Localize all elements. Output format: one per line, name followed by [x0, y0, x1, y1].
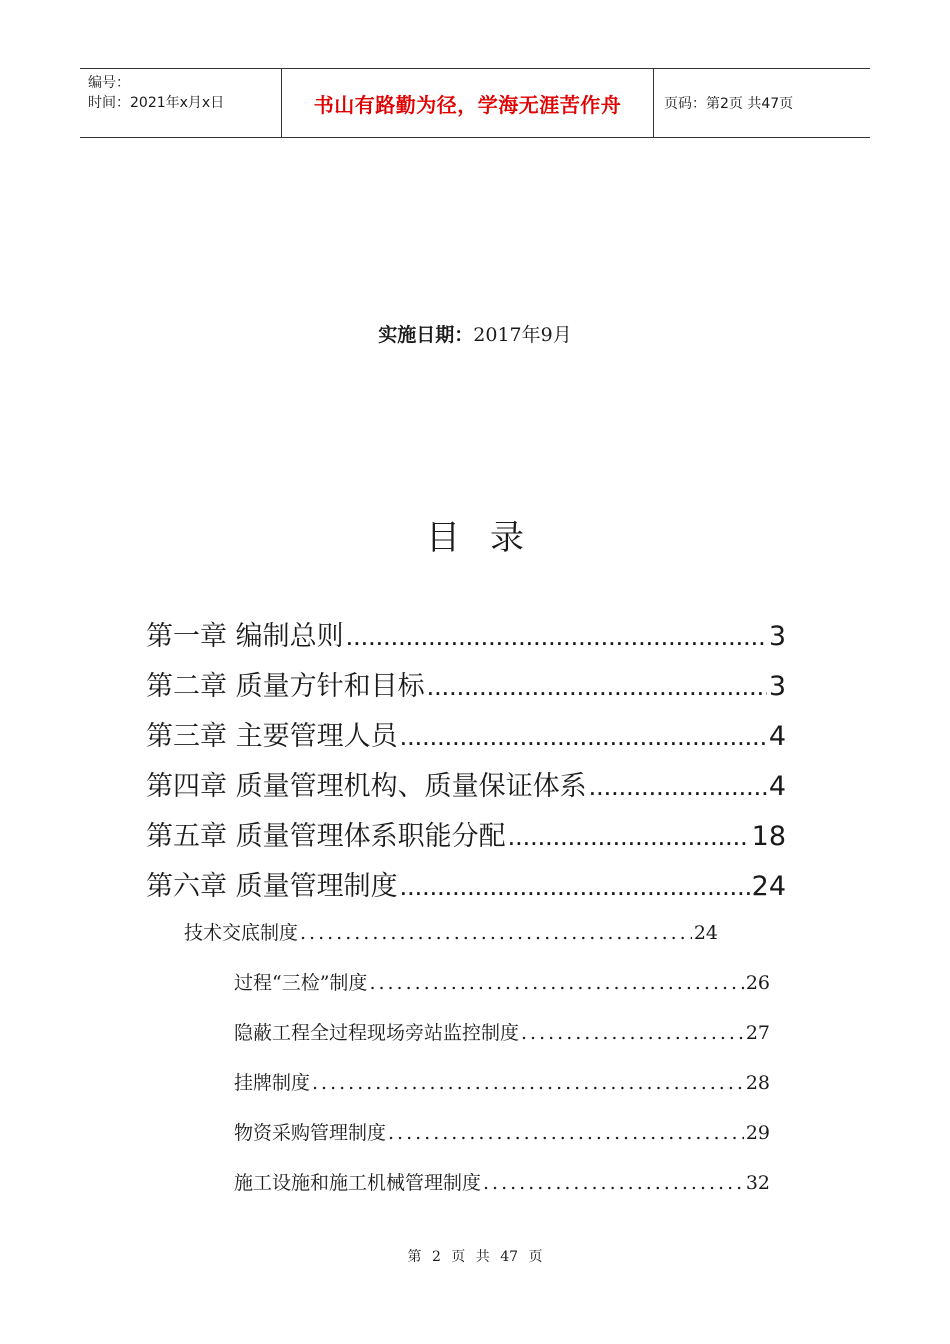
toc-entry-page: 26	[745, 972, 770, 994]
toc-entry-label: 第五章 质量管理体系职能分配	[146, 821, 506, 852]
toc-entry-label: 施工设施和施工机械管理制度	[234, 1172, 482, 1194]
toc-leader-dots	[388, 1122, 744, 1144]
toc-chapter-3[interactable]	[146, 714, 786, 753]
toc-leader-dots	[400, 871, 750, 902]
toc-entry-label: 第六章 质量管理制度	[146, 871, 398, 902]
toc-leader-dots	[521, 1022, 744, 1044]
header-table	[80, 68, 870, 138]
toc-entry-label: 第四章 质量管理机构、质量保证体系	[146, 771, 587, 802]
toc-entry-page: 27	[745, 1022, 770, 1044]
header-page-info: 页码：第2页 共47页	[664, 96, 794, 112]
toc-leader-dots	[346, 621, 767, 652]
toc-entry-page: 4	[768, 721, 786, 752]
implementation-date-value: 2017年9月	[473, 324, 572, 346]
toc-leader-dots	[589, 771, 767, 802]
toc-leader-dots	[300, 922, 692, 944]
toc-entry-page: 24	[751, 871, 786, 902]
page-footer: 第 2 页 共 47 页	[407, 1249, 543, 1265]
toc-subsection-1[interactable]	[234, 968, 770, 995]
toc-title: 目录	[426, 518, 554, 558]
serial-label: 编号：	[88, 75, 130, 91]
toc-entry-label: 第三章 主要管理人员	[146, 721, 398, 752]
toc-section[interactable]	[184, 918, 718, 945]
toc-entry-page: 32	[745, 1172, 770, 1194]
toc-entry-label: 技术交底制度	[184, 922, 299, 944]
toc-chapter-4[interactable]	[146, 764, 786, 803]
toc-chapter-1[interactable]	[146, 614, 786, 653]
toc-entry-label: 第二章 质量方针和目标	[146, 671, 425, 702]
toc-entry-page: 24	[693, 922, 718, 944]
toc-leader-dots	[400, 721, 767, 752]
header-meta-cell	[80, 69, 282, 137]
toc-entry-page: 3	[768, 621, 786, 652]
toc-entry-page: 28	[745, 1072, 770, 1094]
time-label: 时间：2021年x月x日	[88, 95, 225, 111]
toc-chapter-6[interactable]	[146, 864, 786, 903]
toc-entry-page: 4	[768, 771, 786, 802]
toc-entry-label: 物资采购管理制度	[234, 1122, 387, 1144]
toc-entry-page: 18	[751, 821, 786, 852]
toc-entry-page: 3	[768, 671, 786, 702]
implementation-date-label: 实施日期：	[378, 324, 474, 346]
header-motto: 书山有路勤为径，学海无涯苦作舟	[282, 69, 654, 137]
toc-leader-dots	[312, 1072, 744, 1094]
toc-leader-dots	[427, 671, 767, 702]
toc-entry-page: 29	[745, 1122, 770, 1144]
toc-leader-dots	[483, 1172, 744, 1194]
toc-entry-label: 过程“三检”制度	[234, 972, 368, 994]
toc-subsection-2[interactable]	[234, 1018, 770, 1045]
toc-entry-label: 第一章 编制总则	[146, 621, 344, 652]
implementation-date	[0, 320, 950, 347]
toc-leader-dots	[508, 821, 750, 852]
toc-entry-label: 隐蔽工程全过程现场旁站监控制度	[234, 1022, 520, 1044]
toc-chapter-2[interactable]	[146, 664, 786, 703]
toc-leader-dots	[369, 972, 743, 994]
toc-subsection-4[interactable]	[234, 1118, 770, 1145]
toc-chapter-5[interactable]	[146, 814, 786, 853]
toc-entry-label: 挂牌制度	[234, 1072, 311, 1094]
toc-subsection-3[interactable]	[234, 1068, 770, 1095]
toc-subsection-5[interactable]	[234, 1168, 770, 1195]
